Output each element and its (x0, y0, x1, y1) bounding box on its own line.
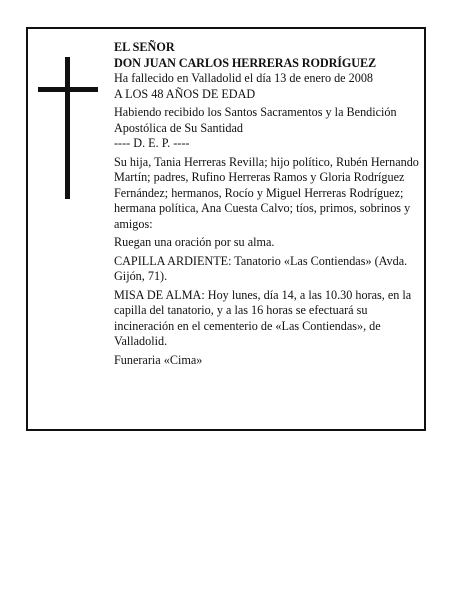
cross-vertical-bar (65, 57, 70, 199)
obituary-notice (26, 27, 426, 431)
death-line: Ha fallecido en Valladolid el día 13 de enero de 2008 (114, 71, 374, 85)
obituary-text (114, 40, 420, 368)
funeral-home: Funeraria «Cima» (114, 352, 203, 367)
sacraments-text: Habiendo recibido los Santos Sacramentos y la Bendición Apostólica de Su Santidad (114, 105, 397, 135)
deceased-name: DON JUAN CARLOS HERRERAS RODRÍGUEZ (114, 55, 377, 70)
chapel-text: CAPILLA ARDIENTE: Tanatorio «Las Contiendas» (Avda. Gijón, 71). (114, 253, 408, 283)
prayer-text: Ruegan una oración por su alma. (114, 235, 275, 249)
obituary-title: EL SEÑOR (114, 40, 175, 54)
family-text: Su hija, Tania Herreras Revilla; hijo político, Rubén Hernando Martín; padres, Rufino Herreras Ramos y Gloria Rodríguez Fernández; hermanos, Rocío y Miguel Herreras Rodríguez; hermana política, Ana Cuesta Calvo; tíos, primos, sobrinos y amigos: (114, 154, 419, 231)
cross-horizontal-bar (38, 87, 98, 92)
age-line: A LOS 48 AÑOS DE EDAD (114, 86, 256, 101)
latin-cross-icon (38, 57, 98, 199)
mass-text: MISA DE ALMA: Hoy lunes, día 14, a las 10.30 horas, en la capilla del tanatorio, y a las 16 horas se efectuará su incineración en el cementerio de «Las Contiendas», de Valladolid. (114, 287, 412, 348)
dep-line: ---- D. E. P. ---- (114, 136, 190, 150)
